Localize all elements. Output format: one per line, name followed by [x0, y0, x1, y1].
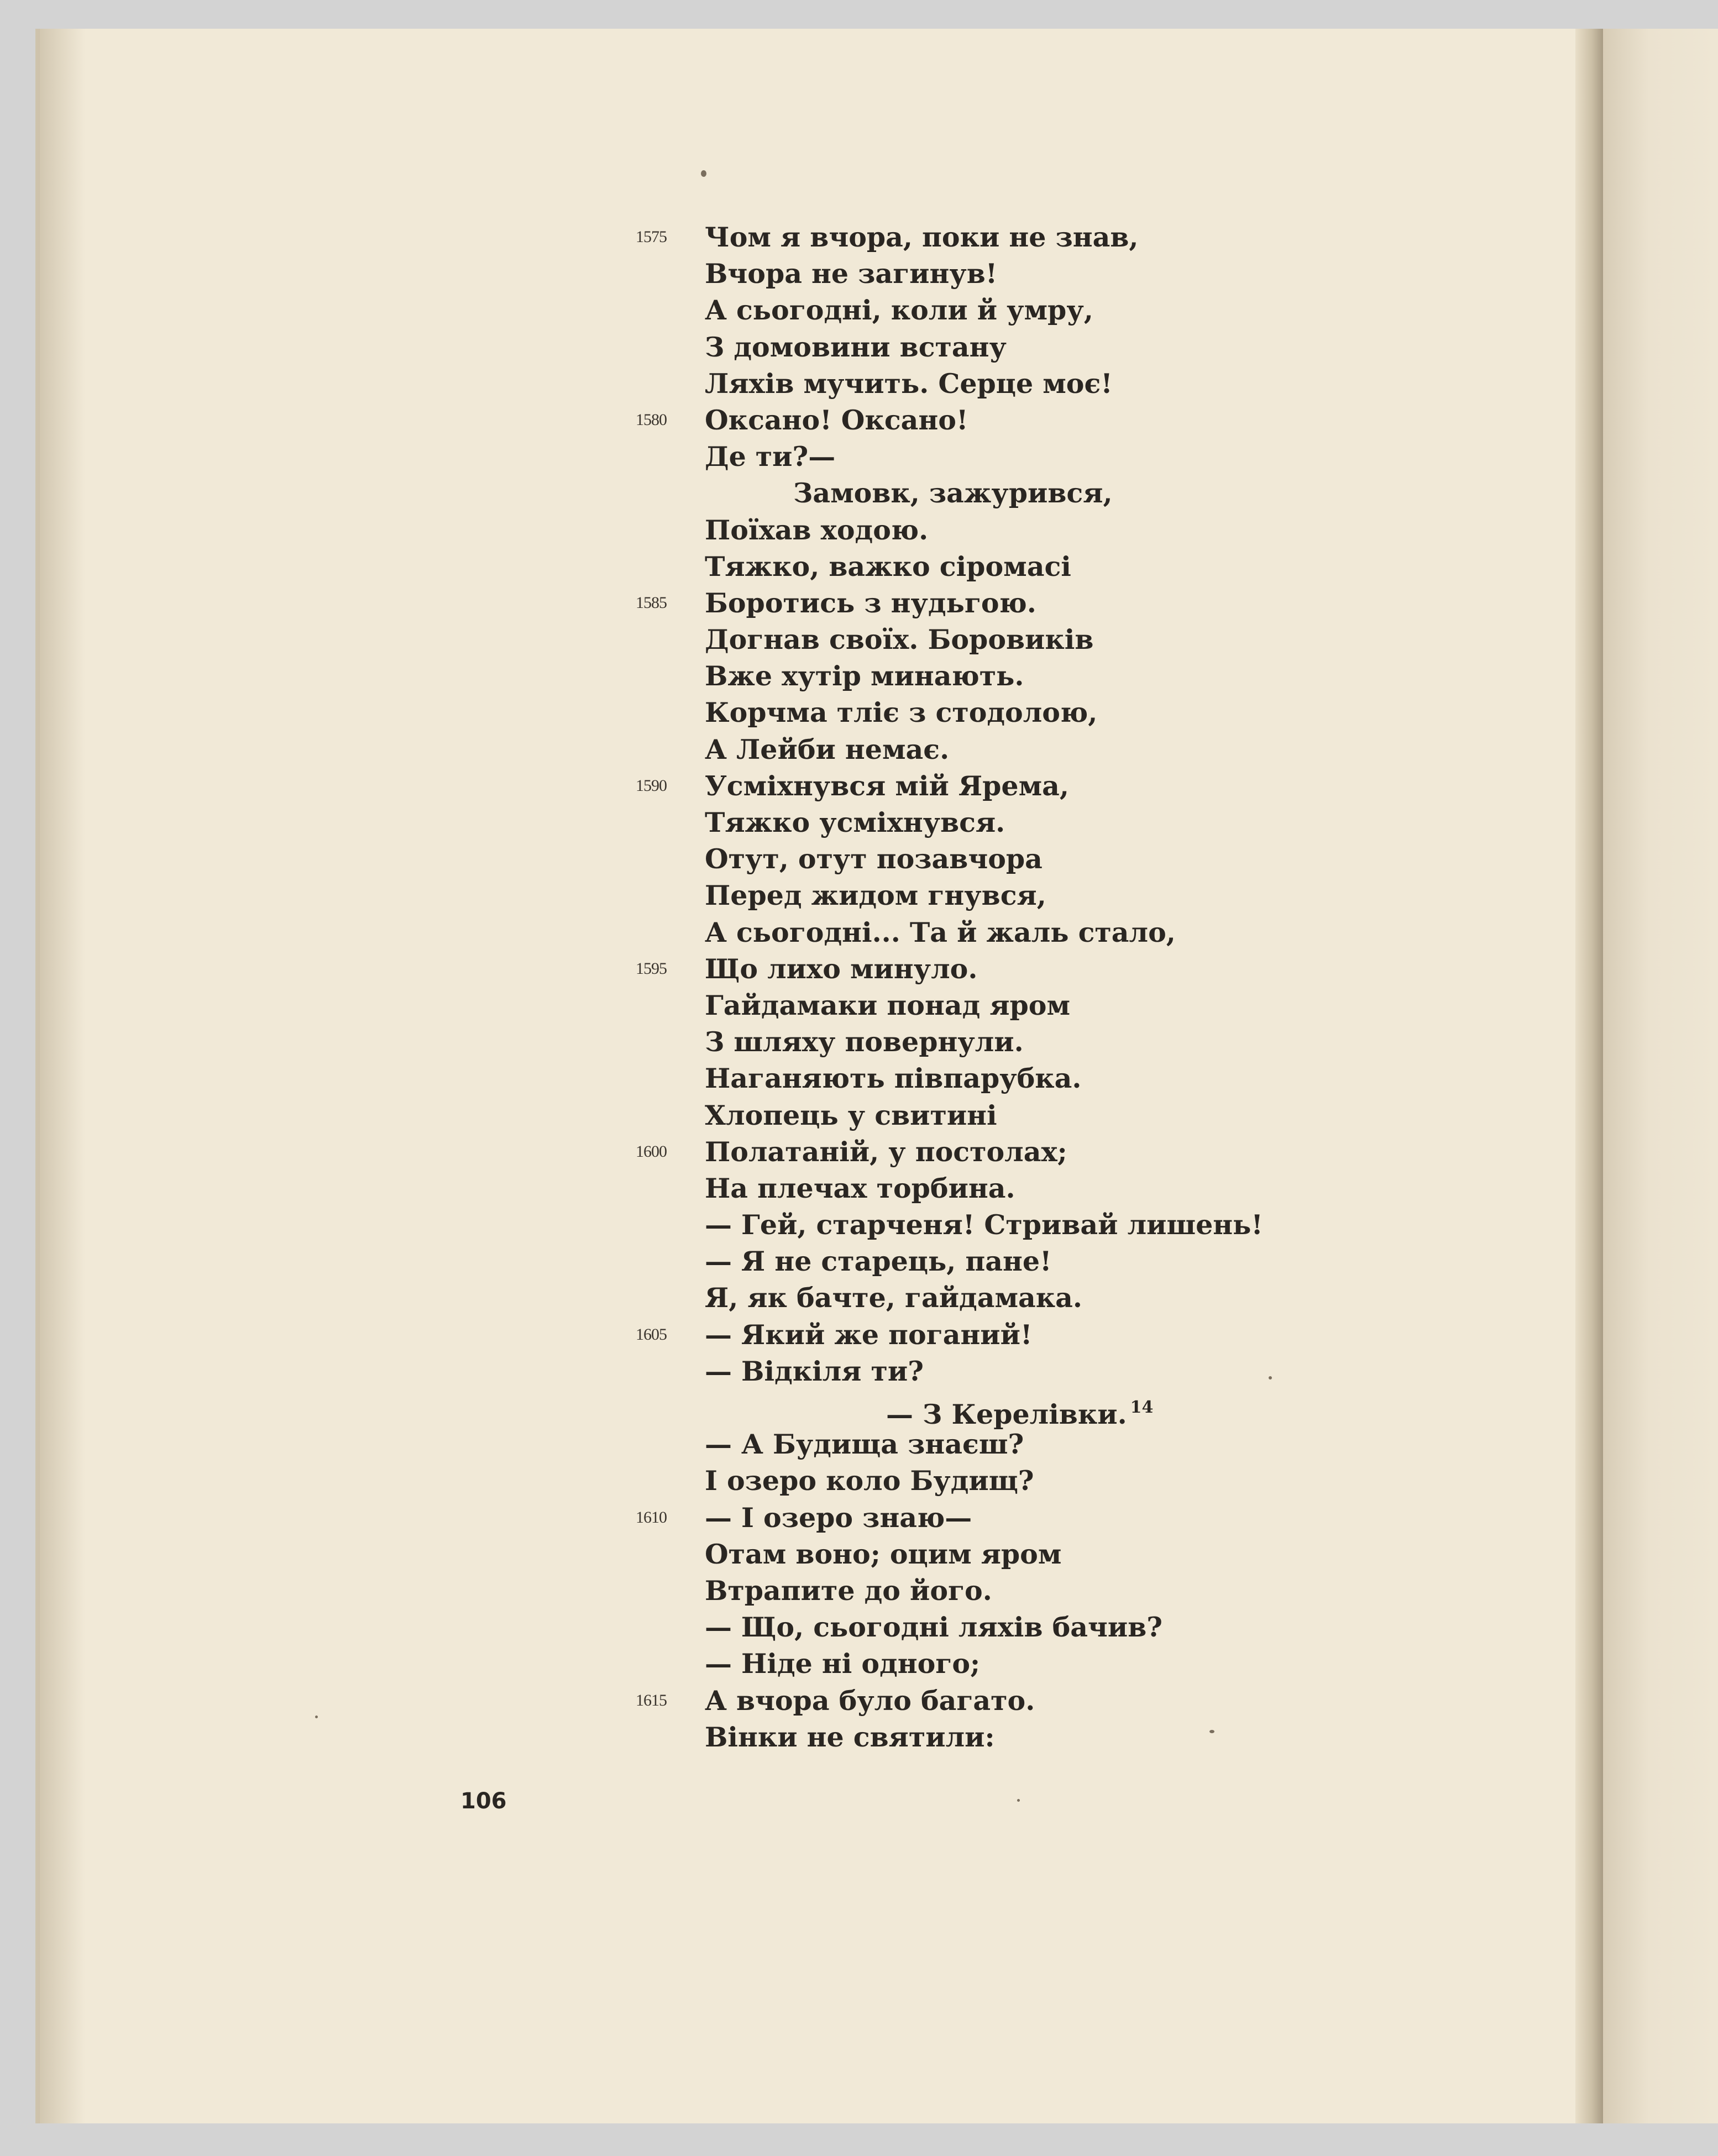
poem-line [636, 951, 1589, 987]
line-text: — І озеро знаю— [705, 1501, 972, 1534]
line-text: Ляхів мучить. Серце моє! [705, 367, 1113, 400]
poem-stanza [636, 219, 1589, 1755]
line-text: Боротись з нудьгою. [705, 586, 1036, 619]
poem-line [705, 512, 1589, 548]
line-text: Полатаній, у постолах; [705, 1135, 1067, 1168]
poem-line [705, 1536, 1589, 1572]
poem-line [705, 1060, 1589, 1097]
poem-line [705, 1426, 1589, 1462]
line-text: Чом я вчора, поки не знав, [705, 221, 1139, 253]
line-text: — Гей, старченя! Стривай лишень! [705, 1209, 1263, 1241]
line-number: 1595 [636, 959, 667, 978]
poem-line [705, 329, 1589, 365]
line-text: З шляху повернули. [705, 1026, 1024, 1058]
page-number: 106 [460, 1788, 507, 1814]
poem-line [705, 1243, 1589, 1279]
line-text: Хлопець у свитині [705, 1099, 997, 1131]
poem-line [705, 914, 1589, 951]
poem-line [636, 1682, 1589, 1719]
line-text: Оксано! Оксано! [705, 403, 968, 436]
poem-line [705, 1097, 1589, 1134]
poem-line [705, 841, 1589, 877]
poem-line [705, 1353, 1589, 1389]
line-text: — Ніде ні одного; [705, 1648, 981, 1680]
line-number: 1575 [636, 228, 667, 246]
poem-line [705, 987, 1589, 1024]
poem-line [705, 1024, 1589, 1060]
line-text: Отам воно; оцим яром [705, 1538, 1062, 1570]
line-text: — Який же поганий! [705, 1318, 1033, 1351]
line-text: Усміхнувся мій Ярема, [705, 769, 1069, 802]
line-number: 1600 [636, 1142, 667, 1161]
line-text: Замовк, зажурився, [793, 477, 1113, 510]
poem-line [705, 621, 1589, 658]
line-number: 1580 [636, 410, 667, 429]
poem-line [705, 1645, 1589, 1682]
line-text: Вже хутір минають. [705, 660, 1024, 693]
poem-line [705, 475, 1589, 511]
line-number: 1615 [636, 1691, 667, 1709]
line-text: А сьогодні... Та й жаль стало, [705, 916, 1176, 948]
poem-line [705, 292, 1589, 328]
line-number: 1585 [636, 593, 667, 612]
line-text: Що лихо минуло. [705, 952, 978, 985]
facing-page-edge [1603, 29, 1718, 2123]
line-text: Де ти?— [705, 440, 836, 473]
paper-speck [701, 170, 706, 177]
poem-line [705, 365, 1589, 402]
line-text: Втрапите до його. [705, 1574, 992, 1607]
line-text: На плечах торбина. [705, 1172, 1015, 1204]
line-text: Вінки не святили: [705, 1720, 995, 1753]
poem-line [705, 804, 1589, 841]
poem-line [705, 1609, 1589, 1645]
line-text: Отут, отут позавчора [705, 843, 1043, 875]
line-text: А Лейби немає. [705, 733, 950, 765]
line-text: І озеро коло Будищ? [705, 1465, 1034, 1497]
poem-line [705, 658, 1589, 694]
line-text: Наганяють півпарубка. [705, 1062, 1082, 1095]
poem-line [705, 1170, 1589, 1206]
line-text: Перед жидом гнувся, [705, 879, 1046, 912]
poem-line [705, 1389, 1589, 1430]
paper-speck [1017, 1799, 1020, 1802]
line-number: 1610 [636, 1508, 667, 1526]
poem-line [636, 1134, 1589, 1170]
line-text: — Відкіля ти? [705, 1355, 924, 1387]
poem-line [705, 1572, 1589, 1609]
line-text: А вчора було багато. [705, 1684, 1035, 1717]
line-text: — А Будища знаєш? [705, 1428, 1024, 1461]
poem-line [705, 1462, 1589, 1499]
line-text: Догнав своїх. Боровиків [705, 623, 1094, 656]
line-text: Вчора не загинув! [705, 258, 998, 290]
line-text: Тяжко, важко сіромасі [705, 550, 1071, 583]
line-text: — Я не старець, пане! [705, 1245, 1052, 1278]
line-text: — З Керелівки. [886, 1398, 1127, 1430]
line-text: Корчма тліє з стодолою, [705, 696, 1098, 729]
line-number: 1590 [636, 776, 667, 795]
line-number: 1605 [636, 1325, 667, 1344]
line-text: Я, як бачте, гайдамака. [705, 1282, 1082, 1314]
line-text: З домовини встану [705, 331, 1007, 363]
poem-line [636, 585, 1589, 621]
poem-line [636, 402, 1589, 438]
poem-line [705, 1206, 1589, 1243]
poem-line [705, 694, 1589, 731]
line-text: — Що, сьогодні ляхів бачив? [705, 1611, 1162, 1644]
poem-line [705, 1279, 1589, 1316]
poem-line [705, 877, 1589, 914]
line-text: Тяжко усміхнувся. [705, 806, 1005, 838]
footnote-reference: 14 [1130, 1398, 1154, 1417]
line-text: Гайдамаки понад яром [705, 989, 1071, 1021]
paper-speck [315, 1716, 318, 1718]
poem-line [705, 1719, 1589, 1755]
page-edge-shadow [35, 29, 85, 2123]
poem-line [636, 219, 1589, 255]
poem-line [705, 438, 1589, 475]
poem-line [705, 548, 1589, 585]
poem-line [636, 1316, 1589, 1353]
poem-line [636, 768, 1589, 804]
poem-line [705, 255, 1589, 292]
poem-line [705, 731, 1589, 768]
line-text: Поїхав ходою. [705, 513, 929, 546]
poem-line [636, 1499, 1589, 1536]
line-text: А сьогодні, коли й умру, [705, 294, 1093, 327]
